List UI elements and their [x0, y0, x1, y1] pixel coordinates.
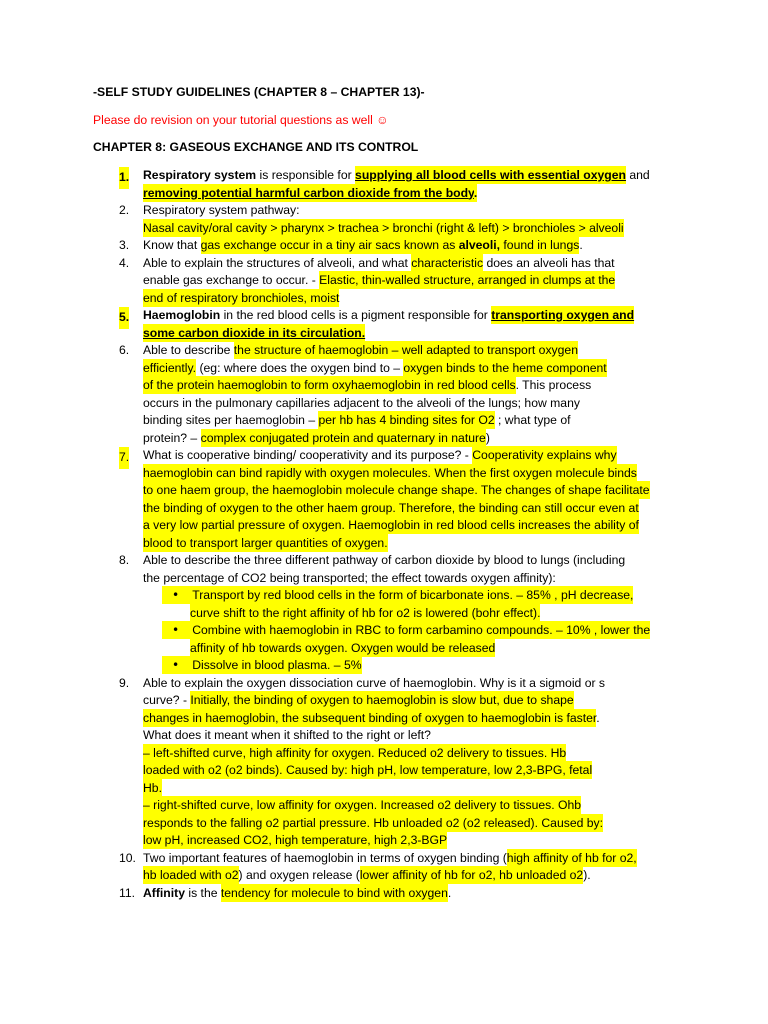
bullet-line — [143, 622, 768, 640]
text-segment: is the — [184, 885, 221, 900]
text-segment: binding sites per haemoglobin – — [143, 413, 319, 427]
text-line — [143, 535, 768, 553]
text-segment: Respiratory system — [143, 168, 257, 182]
text-line — [143, 185, 768, 203]
highlighted-text: – left-shifted curve, high affinity for oxygen. Reduced o2 delivery to tissues. Hb — [143, 745, 567, 760]
text-segment: . This process — [515, 378, 592, 392]
highlighted-text: curve shift to the right affinity of hb for o2 is lowered (bohr effect). — [190, 605, 541, 620]
text-segment: protein? – — [143, 430, 201, 445]
text-segment: ) — [485, 430, 490, 445]
highlighted-text: high affinity of hb for o2, — [506, 850, 637, 865]
item-number: 9. — [119, 675, 130, 690]
text-segment: What is cooperative binding/ cooperativity and its purpose? - — [143, 448, 473, 462]
text-segment: does an alveoli has that — [483, 255, 615, 270]
list-item — [0, 237, 768, 255]
highlighted-text: of the protein haemoglobin to form oxyhaemoglobin in red blood cells — [143, 378, 516, 392]
item-number: 2. — [119, 203, 130, 217]
revision-note: Please do revision on your tutorial questions as well ☺ — [93, 113, 389, 127]
document-title: -SELF STUDY GUIDELINES (CHAPTER 8 – CHAPTER 13)- — [93, 85, 425, 99]
text-line — [143, 570, 768, 588]
bullet-icon: • — [162, 656, 192, 674]
text-line — [143, 780, 768, 798]
text-segment: is responsible for — [256, 168, 356, 182]
highlighted-text: found in lungs — [500, 238, 580, 252]
highlighted-text: supplying all blood cells with essential oxygen — [355, 168, 626, 182]
bullet-line — [143, 657, 768, 675]
highlighted-text: transporting oxygen and — [491, 308, 635, 322]
text-line — [143, 237, 768, 255]
highlighted-text: Elastic, thin-walled structure, arranged in clumps at the — [319, 273, 616, 287]
bullet-icon: • — [162, 586, 192, 604]
text-segment: Know that — [143, 238, 201, 252]
text-segment: . — [596, 710, 600, 725]
highlighted-text: Dissolve in blood plasma. – 5% — [192, 658, 362, 672]
item-number: 10. — [119, 850, 136, 865]
text-line — [143, 412, 768, 430]
item-number: 6. — [119, 343, 130, 357]
text-line — [143, 447, 768, 465]
text-line — [143, 640, 768, 658]
highlighted-text: hb loaded with o2 — [143, 868, 239, 882]
highlighted-text: oxygen binds to the heme component — [403, 360, 607, 375]
highlighted-text: alveoli, — [458, 238, 501, 252]
text-line — [143, 377, 768, 395]
list-item — [0, 675, 768, 850]
highlighted-text: . — [473, 185, 478, 200]
bullet-icon: • — [162, 621, 192, 639]
highlighted-text: the structure of haemoglobin – well adapted to transport oxygen — [233, 343, 578, 357]
highlighted-text: low pH, increased CO2, high temperature, high 2,3-BGP — [143, 833, 448, 847]
item-number: 4. — [119, 255, 130, 270]
text-line — [143, 745, 768, 763]
item-number: 5. — [119, 307, 129, 329]
list-item — [0, 447, 768, 552]
highlighted-text: tendency for molecule to bind with oxygen — [220, 885, 448, 900]
text-line — [143, 727, 768, 745]
highlighted-text: per hb has 4 binding sites for O2 — [318, 413, 495, 427]
highlighted-text: Cooperativity explains why — [472, 448, 617, 462]
highlighted-text: Transport by red blood cells in the form of bicarbonate ions. – 85% , pH decrease, — [192, 588, 634, 602]
highlighted-text: end of respiratory bronchioles, moist — [143, 290, 340, 305]
text-segment: Haemoglobin — [143, 308, 221, 322]
text-line — [143, 552, 768, 570]
text-segment: and — [625, 168, 650, 182]
text-line — [143, 867, 768, 885]
text-segment: occurs in the pulmonary capillaries adjacent to the alveoli of the lungs; how many — [143, 395, 580, 410]
text-line — [143, 885, 768, 903]
text-line — [143, 220, 768, 238]
item-number: 3. — [119, 238, 130, 252]
text-segment: Able to explain the oxygen dissociation curve of haemoglobin. Why is it a sigmoid or s — [143, 675, 606, 690]
text-segment: ). — [583, 868, 591, 882]
list-item — [0, 167, 768, 202]
text-segment: Respiratory system pathway: — [143, 203, 300, 217]
highlighted-text: responds to the falling o2 partial pressure. Hb unloaded o2 (o2 released). Caused by: — [143, 815, 604, 830]
guideline-list — [0, 167, 768, 902]
highlighted-text: Nasal cavity/oral cavity > pharynx > trachea > bronchi (right & left) > bronchioles > alveoli — [143, 220, 624, 235]
highlighted-text: removing potential harmful carbon dioxide from the body — [143, 185, 474, 200]
text-segment: the percentage of CO2 being transported; the effect towards oxygen affinity): — [143, 570, 556, 585]
text-line — [143, 255, 768, 273]
list-item — [0, 307, 768, 342]
text-line — [143, 167, 768, 185]
text-line — [143, 710, 768, 728]
text-segment: Able to describe — [143, 343, 234, 357]
text-line — [143, 307, 768, 325]
item-number: 8. — [119, 553, 130, 567]
highlighted-text: Hb. — [143, 780, 162, 795]
text-segment: Affinity — [143, 885, 185, 900]
text-line — [143, 342, 768, 360]
bullet-line — [143, 587, 768, 605]
list-item — [0, 202, 768, 237]
text-line — [143, 325, 768, 343]
highlighted-text: the binding of oxygen to the other haem group. Therefore, the binding can still occur even at — [143, 500, 639, 515]
list-item — [0, 850, 768, 885]
text-line — [143, 797, 768, 815]
text-segment: enable gas exchange to occur. - — [143, 273, 320, 287]
list-item — [0, 552, 768, 675]
highlighted-text: lower affinity of hb for o2, hb unloaded o2 — [359, 868, 584, 882]
text-line — [143, 500, 768, 518]
highlighted-text: Combine with haemoglobin in RBC to form carbamino compounds. – 10% , lower the — [192, 623, 651, 637]
highlighted-text: haemoglobin can bind rapidly with oxygen molecules. When the first oxygen molecule binds — [143, 465, 637, 480]
highlighted-text: loaded with o2 (o2 binds). Caused by: high pH, low temperature, low 2,3-BPG, fetal — [143, 763, 593, 777]
highlighted-text: a very low partial pressure of oxygen. Haemoglobin in red blood cells increases the ability of — [143, 518, 639, 532]
text-line — [143, 692, 768, 710]
highlighted-text: affinity of hb towards oxygen. Oxygen would be released — [190, 640, 496, 655]
text-line — [143, 395, 768, 413]
text-line — [143, 482, 768, 500]
highlighted-text: complex conjugated protein and quaternary in nature — [200, 430, 486, 445]
text-segment: . — [579, 238, 583, 252]
highlighted-text: characteristic — [411, 255, 484, 270]
text-line — [143, 815, 768, 833]
highlighted-text: blood to transport larger quantities of oxygen. — [143, 535, 388, 550]
highlighted-text: gas exchange occur in a tiny air sacs known as — [200, 238, 459, 252]
highlighted-text: changes in haemoglobin, the subsequent binding of oxygen to haemoglobin is faster — [143, 710, 597, 725]
text-line — [143, 675, 768, 693]
text-line — [143, 517, 768, 535]
highlighted-text: some carbon dioxide in its circulation. — [143, 325, 366, 340]
text-line — [143, 430, 768, 448]
text-line — [143, 850, 768, 868]
text-segment: Able to describe the three different pathway of carbon dioxide by blood to lungs (including — [143, 553, 626, 567]
highlighted-text: – right-shifted curve, low affinity for oxygen. Increased o2 delivery to tissues. Ohb — [143, 798, 582, 812]
text-line — [143, 762, 768, 780]
item-number: 1. — [119, 167, 129, 189]
highlighted-text: efficiently. — [143, 360, 197, 375]
list-item — [0, 342, 768, 447]
text-segment: ) and oxygen release ( — [238, 868, 360, 882]
text-line — [143, 832, 768, 850]
text-segment: Two important features of haemoglobin in terms of oxygen binding ( — [143, 850, 507, 865]
highlighted-text: to one haem group, the haemoglobin molecule change shape. The changes of shape facilitate — [143, 483, 650, 497]
list-item — [0, 255, 768, 308]
highlighted-text: Initially, the binding of oxygen to haemoglobin is slow but, due to shape — [190, 693, 574, 707]
text-line — [143, 290, 768, 308]
text-line — [143, 360, 768, 378]
text-segment: (eg: where does the oxygen bind to – — [196, 360, 404, 375]
list-item — [0, 885, 768, 903]
text-line — [143, 272, 768, 290]
text-line — [143, 202, 768, 220]
text-segment: curve? - — [143, 693, 191, 707]
item-number: 11. — [119, 885, 136, 900]
text-line — [143, 605, 768, 623]
text-segment: in the red blood cells is a pigment responsible for — [220, 308, 492, 322]
chapter-heading: CHAPTER 8: GASEOUS EXCHANGE AND ITS CONTROL — [93, 140, 419, 154]
text-line — [143, 465, 768, 483]
text-segment: ; what type of — [494, 413, 571, 427]
text-segment: . — [447, 885, 452, 900]
text-segment: What does it meant when it shifted to the right or left? — [143, 728, 431, 742]
text-segment: Able to explain the structures of alveoli, and what — [143, 255, 412, 270]
item-number: 7. — [119, 447, 129, 469]
